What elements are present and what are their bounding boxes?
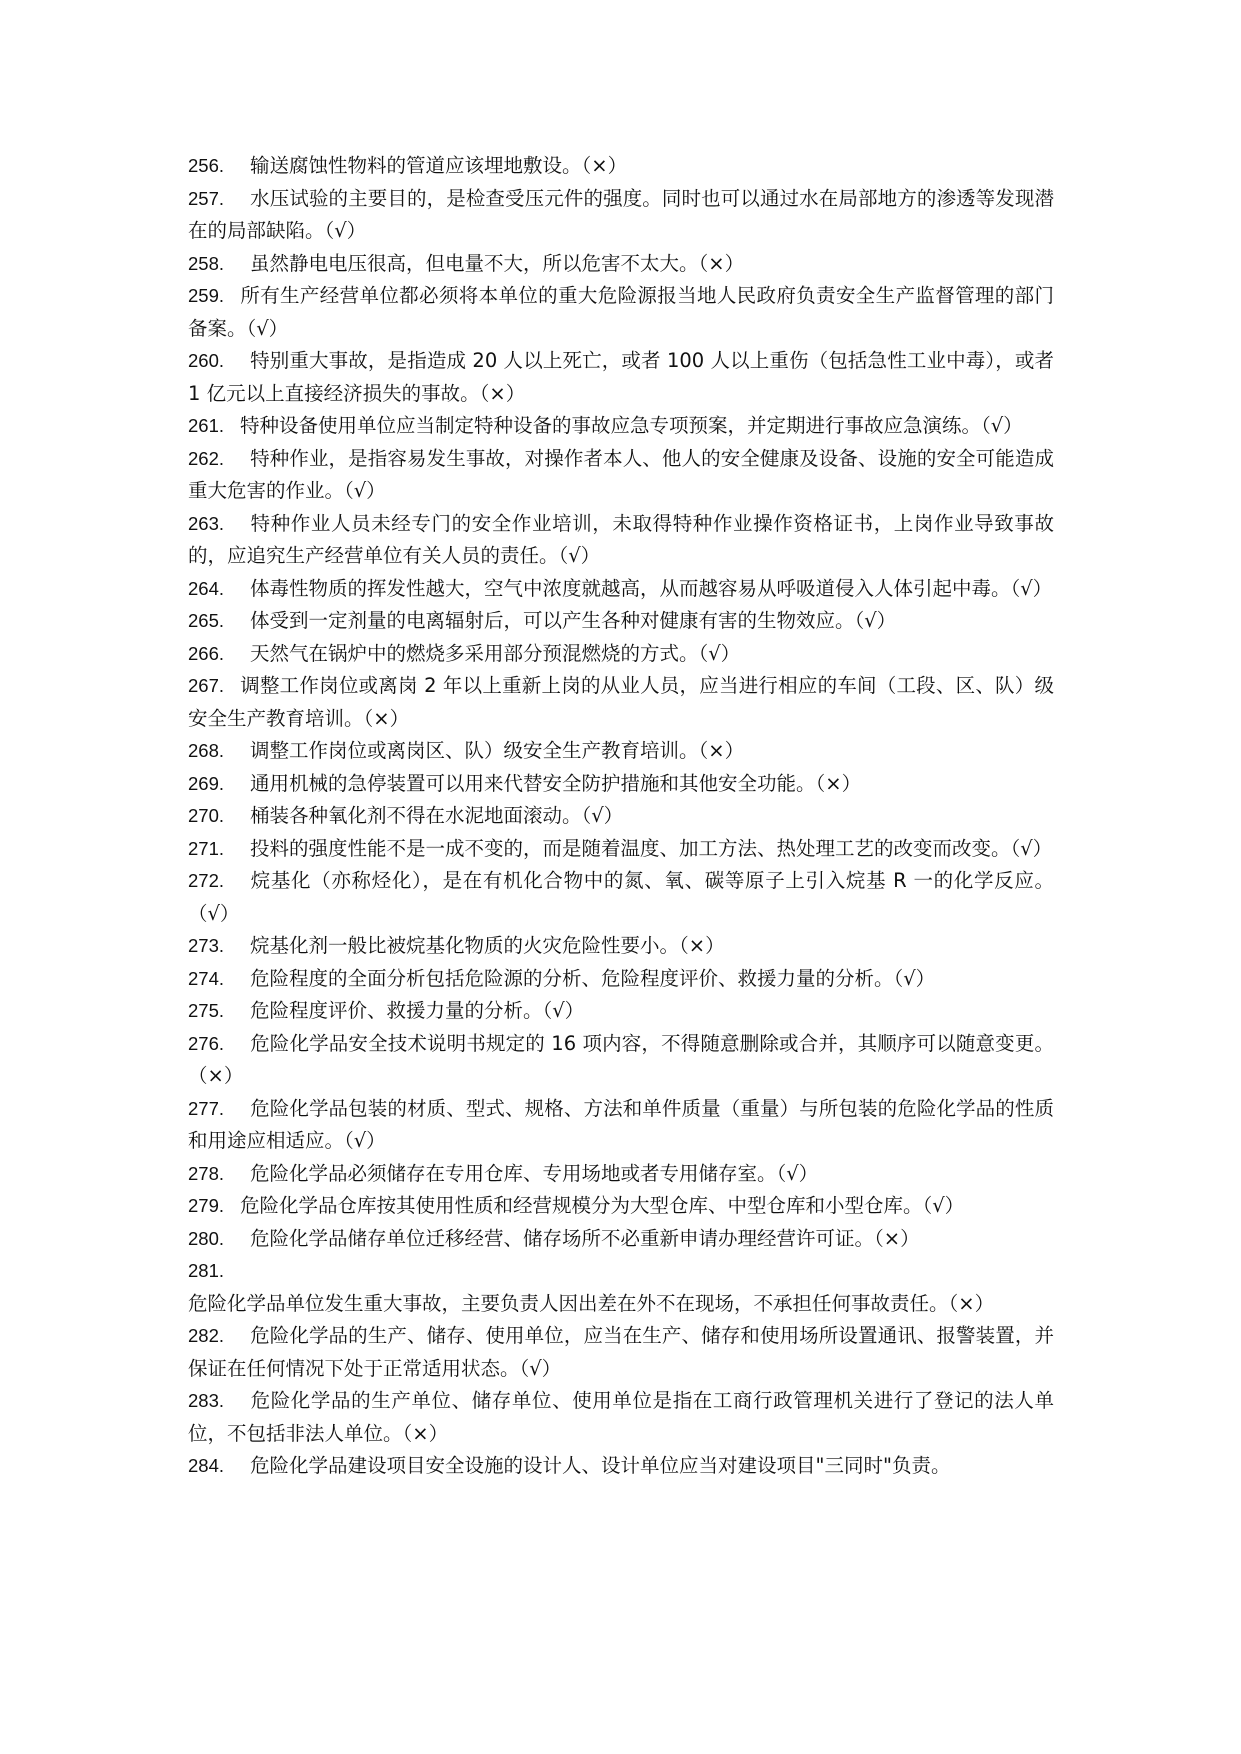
question-text: 通用机械的急停装置可以用来代替安全防护措施和其他安全功能。（×） [250,771,862,795]
question-text: 危险程度的全面分析包括危险源的分析、危险程度评价、救援力量的分析。（√） [250,966,936,990]
question-item [188,443,1054,508]
question-number: 263. [188,512,225,534]
question-number: 265. [188,610,225,631]
question-text: 特别重大事故，是指造成 20 人以上死亡，或者 100 人以上重伤（包括急性工业中毒），或者 1 亿元以上直接经济损失的事故。（×） [188,349,1054,405]
question-item [188,410,1054,443]
question-number: 267. [188,675,225,696]
question-number: 269. [188,772,225,794]
question-text: 危险程度评价、救援力量的分析。（√） [250,999,585,1022]
question-text: 桶装各种氧化剂不得在水泥地面滚动。（√） [250,804,624,827]
question-number: 276. [188,1032,225,1054]
question-number: 275. [188,1000,225,1021]
question-text: 虽然静电电压很高，但电量不大，所以危害不太大。（×） [250,251,745,275]
question-item [188,833,1054,866]
question-number: 279. [188,1195,225,1216]
question-number: 280. [188,1227,225,1249]
question-item [188,1223,1054,1256]
question-item [188,1255,1054,1320]
question-item [188,930,1054,963]
question-text: 危险化学品仓库按其使用性质和经营规模分为大型仓库、中型仓库和小型仓库。（√） [240,1194,965,1217]
question-item [188,800,1054,833]
question-text: 危险化学品必须储存在专用仓库、专用场地或者专用储存室。（√） [250,1161,819,1185]
question-item [188,768,1054,801]
question-number: 261. [188,415,225,436]
question-item [188,345,1054,410]
question-text: 所有生产经营单位都必须将本单位的重大危险源报当地人民政府负责安全生产监督管理的部门备案。（√） [188,284,1054,340]
question-number: 277. [188,1097,225,1119]
question-item [188,638,1054,671]
question-text: 体受到一定剂量的电离辐射后，可以产生各种对健康有害的生物效应。（√） [250,609,897,632]
question-text: 危险化学品包装的材质、型式、规格、方法和单件质量（重量）与所包装的危险化学品的性质和用途应相适应。（√） [188,1096,1054,1152]
question-text: 特种作业人员未经专门的安全作业培训，未取得特种作业操作资格证书，上岗作业导致事故的，应追究生产经营单位有关人员的责任。（√） [188,511,1054,567]
question-number: 278. [188,1162,225,1184]
question-text: 天然气在锅炉中的燃烧多采用部分预混燃烧的方式。（√） [250,641,741,665]
question-text: 危险化学品的生产单位、储存单位、使用单位是指在工商行政管理机关进行了登记的法人单位，不包括非法人单位。（×） [188,1389,1054,1445]
question-number: 282. [188,1325,225,1346]
question-number: 272. [188,870,225,891]
question-item [188,508,1054,573]
question-item [188,573,1054,606]
question-item [188,1190,1054,1223]
question-text: 危险化学品单位发生重大事故，主要负责人因出差在外不在现场，不承担任何事故责任。（×） [188,1291,995,1315]
question-text: 体毒性物质的挥发性越大，空气中浓度就越高，从而越容易从呼吸道侵入人体引起中毒。（√） [250,576,1053,600]
document-page [188,150,1054,1483]
question-item [188,150,1054,183]
question-text: 调整工作岗位或离岗区、队）级安全生产教育培训。（×） [250,739,745,762]
question-item [188,1028,1054,1093]
question-text: 危险化学品的生产、储存、使用单位，应当在生产、储存和使用场所设置通讯、报警装置，并保证在任何情况下处于正常适用状态。（√） [188,1324,1054,1380]
question-number: 266. [188,642,225,664]
question-item [188,735,1054,768]
question-number: 268. [188,740,225,761]
question-text: 危险化学品建设项目安全设施的设计人、设计单位应当对建设项目"三同时"负责。 [250,1454,951,1477]
question-item [188,1320,1054,1385]
question-item [188,1450,1054,1483]
question-number: 281. [188,1260,225,1281]
question-item [188,1385,1054,1450]
question-number: 270. [188,805,225,826]
question-number: 256. [188,155,225,176]
question-item [188,280,1054,345]
question-text: 输送腐蚀性物料的管道应该埋地敷设。（×） [250,154,628,177]
question-number: 274. [188,967,225,989]
question-number: 260. [188,350,225,371]
question-text: 烷基化剂一般比被烷基化物质的火灾危险性要小。（×） [250,934,725,957]
question-item [188,865,1054,930]
question-text: 调整工作岗位或离岗 2 年以上重新上岗的从业人员，应当进行相应的车间（工段、区、队）级安全生产教育培训。（×） [188,674,1054,730]
question-number: 257. [188,187,225,209]
question-text: 特种作业，是指容易发生事故，对操作者本人、他人的安全健康及设备、设施的安全可能造成重大危害的作业。（√） [188,446,1054,502]
question-text: 危险化学品安全技术说明书规定的 16 项内容，不得随意删除或合并，其顺序可以随意变更。（×） [188,1031,1054,1087]
question-number: 264. [188,577,225,599]
question-number: 273. [188,935,225,956]
question-item [188,1093,1054,1158]
question-item [188,183,1054,248]
question-item [188,248,1054,281]
question-text: 特种设备使用单位应当制定特种设备的事故应急专项预案，并定期进行事故应急演练。（√） [240,414,1023,437]
question-list [188,150,1054,1483]
question-item [188,995,1054,1028]
question-text: 烷基化（亦称烃化），是在有机化合物中的氮、氧、碳等原子上引入烷基 R 一的化学反应。（√） [188,869,1054,925]
question-item [188,963,1054,996]
question-number: 259. [188,285,225,306]
question-text: 水压试验的主要目的，是检查受压元件的强度。同时也可以通过水在局部地方的渗透等发现潜在的局部缺陷。（√） [188,186,1054,242]
question-text: 危险化学品储存单位迁移经营、储存场所不必重新申请办理经营许可证。（×） [250,1226,920,1250]
question-number: 258. [188,252,225,274]
question-item [188,670,1054,735]
question-number: 283. [188,1390,225,1411]
question-item [188,1158,1054,1191]
question-number: 284. [188,1455,225,1476]
question-item [188,605,1054,638]
question-text: 投料的强度性能不是一成不变的，而是随着温度、加工方法、热处理工艺的改变而改变。（√） [250,836,1053,860]
question-number: 271. [188,837,225,859]
question-number: 262. [188,447,225,469]
